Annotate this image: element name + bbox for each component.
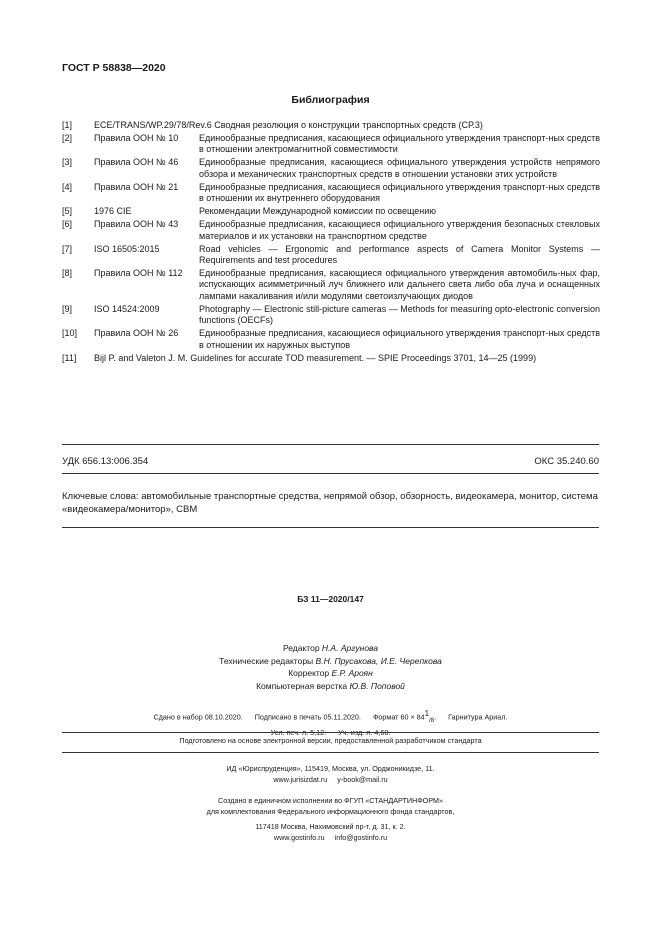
bibliography-entry (62, 328, 600, 351)
udk-code: УДК 656.13:006.354 (62, 456, 149, 467)
entry-number: [7] (62, 243, 73, 254)
entry-text: ECE/TRANS/WP.29/78/Rev.6 Сводная резолюция о конструкции транспортных средств (СР.3) (94, 120, 483, 130)
bibliography-entry (62, 157, 600, 180)
credit-line-tech-editors: Технические редакторы В.Н. Прусакова, И.Е. Черепкова (219, 655, 442, 666)
creator-line1: Создано в единичном исполнении во ФГУП «СТАНДАРТИНФОРМ» (218, 796, 443, 805)
entry-text: Рекомендации Международной комиссии по освещению (199, 206, 437, 217)
entry-source: ISO 14524:2009 (94, 303, 160, 314)
entry-number: [11] (62, 352, 77, 363)
entry-text: Bijl P. and Valeton J. M. Guidelines for accurate TOD measurement. — SPIE Proceedings 3701, 14—25 (1999) (94, 352, 537, 363)
bibliography-entry (62, 244, 600, 267)
entry-text: Единообразные предписания, касающиеся официального утверждения транспорт-ных средств в отношении их внутреннего оборудования (199, 181, 600, 204)
entry-number: [8] (62, 268, 73, 279)
entry-text: Единообразные предписания, касающиеся официального утверждения транспорт-ных средств в отношении электромагнитной совместимости (199, 133, 600, 155)
creator-block (0, 795, 661, 843)
creator-line2: для комплектования Федерального информационного фонда стандартов, (206, 807, 455, 816)
entry-source: Правила ООН № 46 (94, 157, 179, 168)
divider-middle (62, 473, 599, 474)
entry-number: [5] (62, 206, 73, 217)
divider-bottom (62, 527, 599, 528)
entry-text: Единообразные предписания, касающиеся официального утверждения безопасных стекловых материалов и их установки на транспортном средстве (199, 219, 600, 241)
prepared-note: Подготовлено на основе электронной версии, предоставленной разработчиком стандарта (179, 736, 482, 745)
entry-number: [9] (62, 303, 73, 314)
credit-line-editor: Редактор Н.А. Аргунова (282, 643, 379, 653)
entry-source: ISO 16505:2015 (94, 243, 160, 254)
bibliography-title: Библиография (291, 94, 370, 106)
publisher-site-link[interactable]: www.jurisizdat.ru (273, 775, 328, 784)
entry-number: [1] (62, 120, 73, 130)
creator-line3: 117418 Москва, Нахимовский пр-т, д. 31, к. 2. (255, 822, 406, 831)
creator-email-link[interactable]: info@gostinfo.ru (334, 833, 388, 842)
entry-source: Правила ООН № 10 (94, 133, 179, 143)
bibliography-entry (62, 206, 600, 217)
print-info (0, 708, 661, 739)
creator-site-link[interactable]: www.gostinfo.ru (273, 833, 325, 842)
print-info-line1: Сдано в набор 08.10.2020. Подписано в печать 05.11.2020. Формат $60 \times 84^1_{/8}$. Гарнитура Ариал. (153, 709, 508, 724)
publisher-block (0, 763, 661, 785)
keywords: Ключевые слова: автомобильные транспортные средства, непрямой обзор, обзорность, видеокамера, монитор, система «видеокамера/монитор», CBM (62, 491, 598, 515)
divider-print (62, 732, 599, 733)
publisher-contacts (0, 774, 661, 785)
publisher-email-link[interactable]: y-book@mail.ru (337, 775, 388, 784)
entry-text: Единообразные предписания, касающиеся официального утверждения транспорт-ных средств в отношении их наружных выступов (199, 328, 600, 350)
entry-number: [10] (62, 328, 78, 339)
entry-source: Правила ООН № 26 (94, 328, 179, 339)
entry-number: [6] (62, 219, 73, 230)
print-info-line2: Усл. печ. л. 5,12. Уч.-изд. л. 4,60. (270, 727, 391, 737)
creator-contacts (0, 832, 661, 843)
oks-code: ОКС 35.240.60 (534, 456, 599, 467)
divider-publisher (62, 752, 599, 753)
bibliography-list (62, 120, 600, 366)
divider-top (62, 444, 599, 445)
bibliography-entry (62, 353, 600, 364)
entry-source: Правила ООН № 21 (94, 181, 179, 192)
entry-text: Единообразные предписания, касающиеся официального утверждения автомобиль-ных фар, испускающих асимметричный луч ближнего или дальнего света либо оба луча и оснащенных лампами накаливания и/или модулями светоизлучающих диодов (199, 268, 600, 301)
entry-number: [3] (62, 157, 73, 168)
entry-number: [4] (62, 181, 73, 192)
bibliography-entry (62, 268, 600, 302)
bibliography-entry (62, 304, 600, 327)
entry-source: Правила ООН № 112 (94, 268, 183, 279)
credits-block (0, 642, 661, 693)
entry-source: Правила ООН № 43 (94, 219, 179, 230)
bibliography-entry (62, 120, 600, 131)
bibliography-entry (62, 219, 600, 242)
entry-text: Road vehicles — Ergonomic and performance aspects of Camera Monitor Systems — Requirements and test procedures (199, 243, 600, 266)
bibliography-entry (62, 133, 600, 156)
bibliography-entry (62, 182, 600, 205)
document-id: ГОСТ Р 58838—2020 (62, 62, 166, 74)
entry-text: Единообразные предписания, касающиеся официального утверждения устройств непрямого обзора и механических транспортных средств в отношении установки этих устройств (199, 157, 600, 179)
bz-code: БЗ 11—2020/147 (297, 594, 364, 604)
credit-line-layout: Компьютерная верстка Ю.В. Поповой (256, 681, 405, 692)
entry-number: [2] (62, 133, 73, 143)
credit-line-corrector: Корректор Е.Р. Ароян (288, 668, 373, 679)
publisher-address: ИД «Юриспруденция», 115419, Москва, ул. Орджоникидзе, 11. (226, 764, 435, 773)
entry-text: Photography — Electronic still-picture cameras — Methods for measuring opto-electronic conversion functions (OECFs) (199, 303, 600, 326)
entry-source: 1976 CIE (94, 206, 132, 217)
